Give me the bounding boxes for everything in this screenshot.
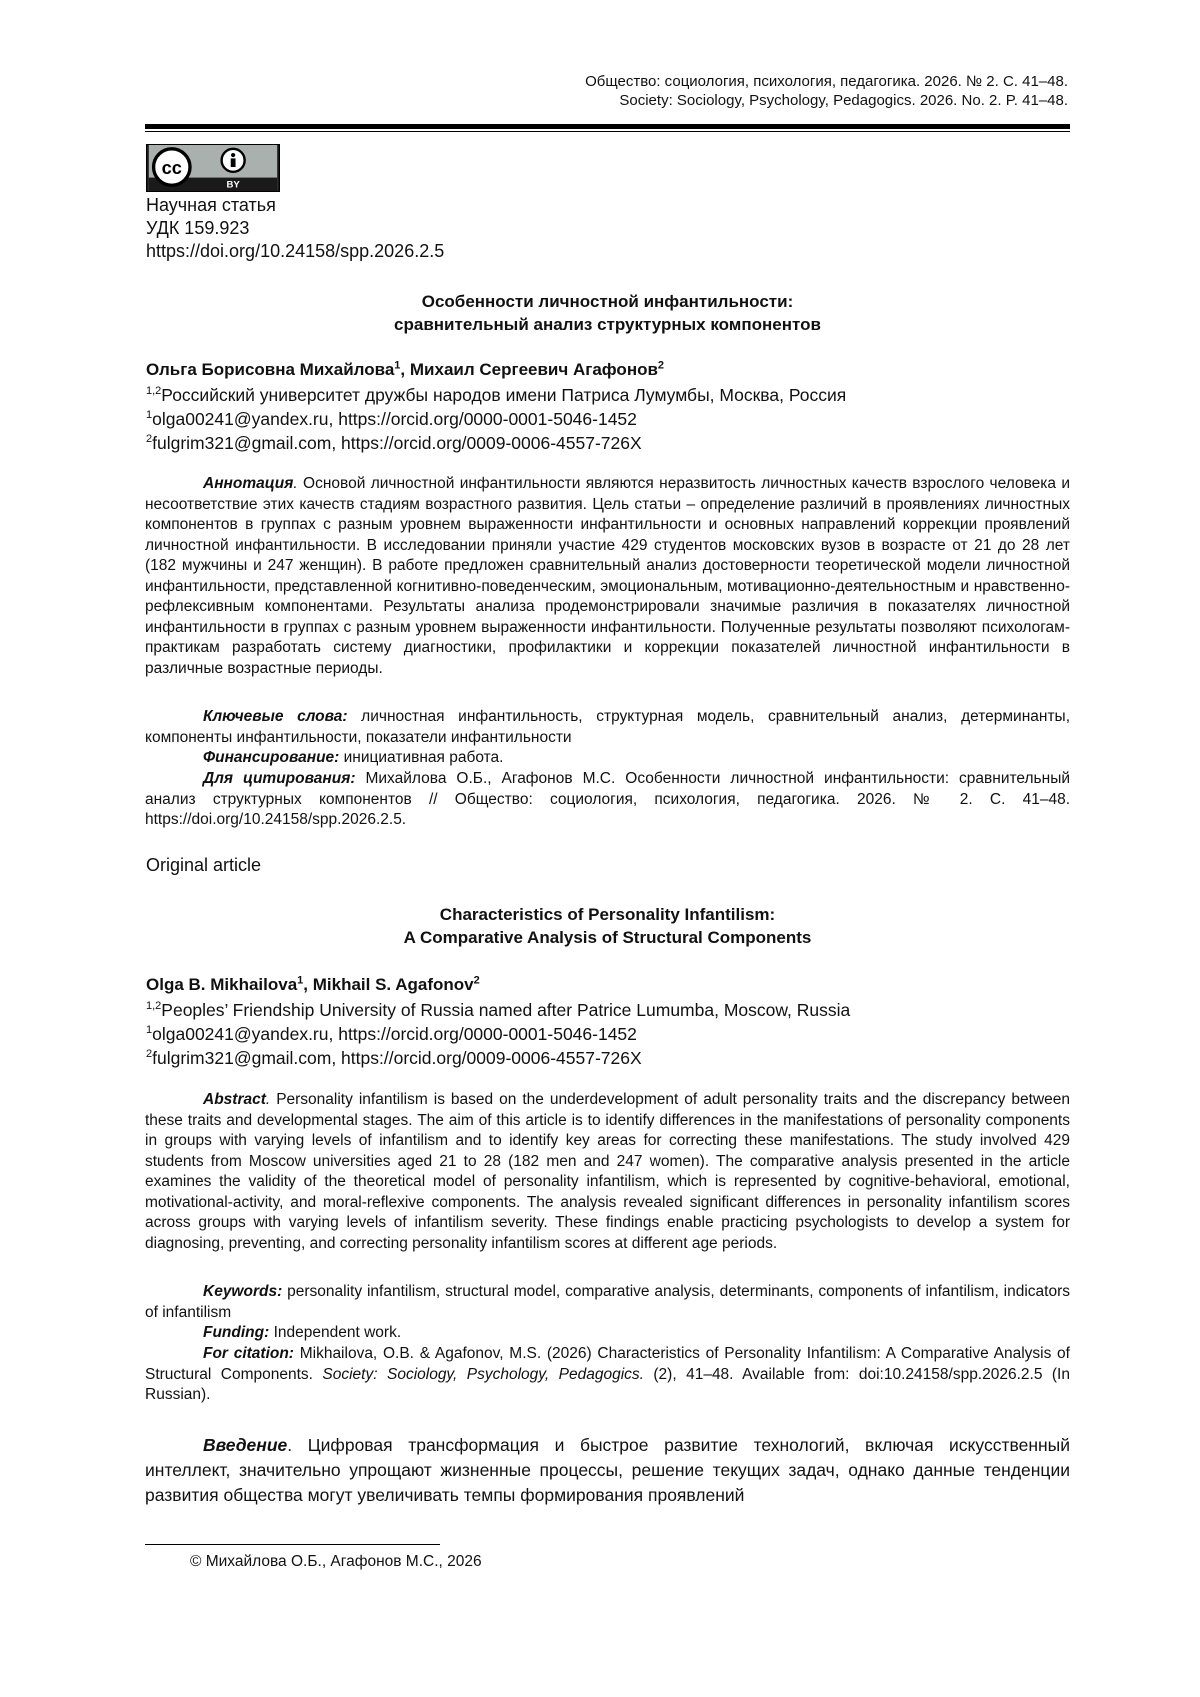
funding-ru	[145, 748, 1070, 769]
intro-label: Введение	[203, 1435, 288, 1455]
abstract-text-en: Personality infantilism is based on the underdevelopment of adult personality traits and the discrepancy between these traits and developmental stages. The aim of this article is to identify differences in the manifestations of personality components in groups with varying levels of infantilism and to identify key areas for correcting these manifestations. The study involved 429 students from Moscow universities aged 21 to 28 (182 men and 247 women). The comparative analysis presented in the article examines the validity of the theoretical model of personality infantilism, which is represented by cognitive-behavioral, emotional, motivational-activity, and moral-reflexive components. The analysis revealed significant differences in personality infantilism scores across groups with varying levels of infantilism severity. These findings enable practicing psychologists to develop a system for diagnosing, preventing, and correcting personality infantilism scores at different age periods.	[145, 1091, 1070, 1252]
abstract-label-ru: Аннотация	[203, 475, 294, 492]
funding-label-ru: Финансирование:	[203, 749, 340, 766]
copyright-footnote: © Михайлова О.Б., Агафонов М.С., 2026	[190, 1553, 482, 1570]
abstract-label-en: Abstract	[203, 1091, 266, 1108]
author-1-sup: 1	[297, 974, 304, 987]
title-en-line-1: Characteristics of Personality Infantilism:	[439, 905, 776, 924]
author-1-en: Olga B. Mikhailova	[146, 975, 298, 994]
cc-by-license-badge	[146, 144, 280, 192]
contact-text: fulgrim321@gmail.com, https://orcid.org/0009-0006-4557-726X	[152, 433, 642, 453]
author-2-en: Mikhail S. Agafonov	[312, 975, 474, 994]
abstract-text-ru: Основой личностной инфантильности являются неразвитость личностных качеств взрослого человека и несоответствие этих качеств стадиям возрастного развития. Цель статьи – определение различий в проявлениях личностных компонентов в группах с разным уровнем выраженности инфантильности и основных направлений коррекции проявлений личностной инфантильности. В исследовании приняли участие 429 студентов московских вузов в возрасте от 21 до 28 лет (182 мужчины и 247 женщин). В работе предложен сравнительный анализ достоверности теоретической модели личностной инфантильности, представленной когнитивно-поведенческим, эмоциональным, мотивационно-деятельностным и нравственно-рефлексивным компонентами. Результаты анализа продемонстрировали значимые различия в показателях личностной инфантильности в группах с разным уровнем выраженности инфантильности. Полученные результаты позволяют психологам-практикам разработать систему диагностики, профилактики и коррекции показателей личностной инфантильности в различные возрастные периоды.	[145, 475, 1070, 677]
cc-text: cc	[161, 157, 182, 178]
contact-2-en[interactable]	[146, 1046, 642, 1070]
abstract-ru	[145, 474, 1070, 679]
author-sep: ,	[400, 360, 410, 379]
contact-sup: 2	[146, 1048, 153, 1061]
by-text: BY	[226, 179, 240, 191]
label-dot: .	[293, 475, 298, 492]
label-dot: .	[265, 1091, 271, 1108]
journal-line-ru: Общество: социология, психология, педагогика. 2026. № 2. С. 41–48.	[585, 73, 1068, 90]
article-title-en	[145, 903, 1070, 949]
contact-sup: 2	[146, 433, 153, 446]
header-rule-thick	[145, 124, 1070, 129]
title-ru-line-2: сравнительный анализ структурных компонентов	[394, 315, 821, 334]
funding-en	[145, 1323, 1070, 1344]
affiliation-text: Российский университет дружбы народов имени Патриса Лумумбы, Москва, Россия	[161, 385, 847, 405]
funding-text-en: Independent work.	[269, 1324, 402, 1341]
citation-text-en-a: Mikhailova, O.B. & Agafonov, M.S. (2026) Characteristics of Personality Infantilism: A Comparative Analysis of Structural Components.	[145, 1345, 1070, 1383]
title-en-line-2: A Comparative Analysis of Structural Components	[403, 928, 812, 947]
citation-journal-en: Society: Sociology, Psychology, Pedagogics.	[322, 1365, 644, 1383]
contact-1-en[interactable]	[146, 1022, 637, 1046]
keywords-text-en: personality infantilism, structural model, comparative analysis, determinants, components of infantilism, indicators of infantilism	[145, 1283, 1070, 1321]
contact-1-ru[interactable]	[146, 407, 637, 431]
citation-text-en-b: (2), 41–48. Available from: doi:10.24158/spp.2026.2.5 (In Russian).	[145, 1365, 1070, 1403]
keywords-label-en: Keywords:	[203, 1283, 283, 1300]
funding-label-en: Funding:	[203, 1324, 270, 1341]
cc-by-icon	[147, 145, 279, 191]
contact-text: fulgrim321@gmail.com, https://orcid.org/0009-0006-4557-726X	[152, 1048, 642, 1068]
author-1-sup: 1	[394, 359, 401, 372]
keywords-en	[145, 1282, 1070, 1323]
citation-text-ru: Михайлова О.Б., Агафонов М.С. Особенности личностной инфантильности: сравнительный анализ структурных компонентов // Общество: социология, психология, педагогика. 2026. № 2. С. 41–48. https://doi.org/10.24158/spp.2026.2.5.	[145, 770, 1070, 828]
citation-ru	[145, 769, 1070, 831]
contact-text: olga00241@yandex.ru, https://orcid.org/0000-0001-5046-1452	[152, 1024, 637, 1044]
author-1-ru: Ольга Борисовна Михайлова	[146, 360, 395, 379]
introduction-paragraph	[145, 1433, 1070, 1508]
intro-text: . Цифровая трансформация и быстрое развитие технологий, включая искусственный интеллект, значительно упрощают жизненные процессы, решение текущих задач, однако данные тенденции развития общества могут увеличивать темпы формирования проявлений	[145, 1435, 1070, 1505]
affiliation-text: Peoples’ Friendship University of Russia named after Patrice Lumumba, Moscow, Russia	[161, 1000, 851, 1020]
contact-sup: 1	[146, 1024, 153, 1037]
keywords-text-ru: личностная инфантильность, структурная модель, сравнительный анализ, детерминанты, компоненты инфантильности, показатели инфантильности	[145, 708, 1070, 746]
title-ru-line-1: Особенности личностной инфантильности:	[421, 292, 794, 311]
aff-sup: 1,2	[146, 1000, 162, 1013]
affiliation-ru	[146, 383, 846, 407]
keywords-label-ru: Ключевые слова:	[203, 708, 348, 725]
article-meta-ru	[146, 194, 444, 263]
aff-sup: 1,2	[146, 385, 162, 398]
author-2-ru: Михаил Сергеевич Агафонов	[409, 360, 658, 379]
udk: УДК 159.923	[146, 218, 250, 238]
citation-label-ru: Для цитирования:	[203, 770, 356, 787]
article-type-en: Original article	[146, 855, 262, 875]
authors-en	[146, 973, 480, 997]
contact-sup: 1	[146, 409, 153, 422]
author-2-sup: 2	[473, 974, 480, 987]
citation-label-en: For citation:	[203, 1345, 294, 1362]
keywords-ru	[145, 707, 1070, 748]
author-sep: ,	[303, 975, 313, 994]
author-2-sup: 2	[657, 359, 665, 372]
abstract-en	[145, 1090, 1070, 1254]
affiliation-en	[146, 998, 850, 1022]
footnote-rule	[145, 1544, 440, 1545]
citation-en	[145, 1344, 1070, 1406]
article-type-ru: Научная статья	[146, 195, 276, 215]
funding-text-ru: инициативная работа.	[339, 749, 504, 766]
header-rule-thin	[145, 131, 1070, 132]
contact-2-ru[interactable]	[146, 431, 642, 455]
journal-line-en: Society: Sociology, Psychology, Pedagogics. 2026. No. 2. P. 41–48.	[619, 92, 1068, 109]
running-header	[585, 72, 1068, 110]
article-title-ru	[145, 290, 1070, 336]
contact-text: olga00241@yandex.ru, https://orcid.org/0000-0001-5046-1452	[152, 409, 637, 429]
authors-ru	[146, 358, 664, 382]
doi-link[interactable]: https://doi.org/10.24158/spp.2026.2.5	[146, 241, 445, 261]
